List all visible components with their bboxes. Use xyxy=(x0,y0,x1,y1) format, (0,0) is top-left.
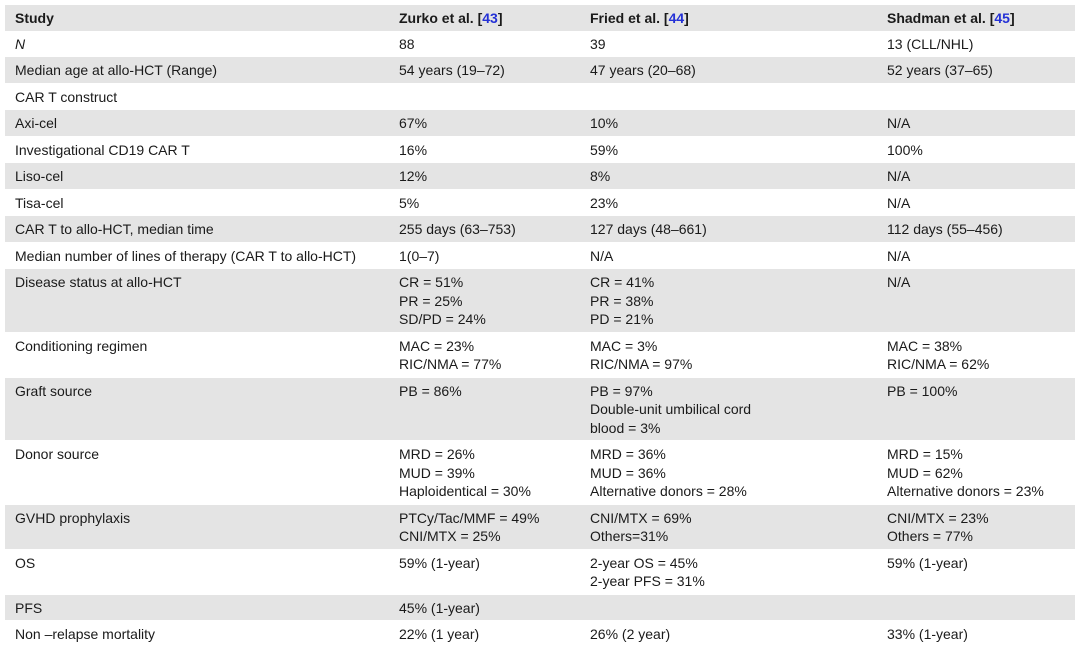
cell-line: PB = 100% xyxy=(887,382,958,399)
table-cell xyxy=(877,332,1075,377)
table-cell xyxy=(877,594,1075,621)
table-cell xyxy=(580,377,877,441)
row-label: OS xyxy=(5,549,389,594)
cell-line: 23% xyxy=(590,194,619,211)
row-label: Axi-cel xyxy=(5,110,389,137)
table-cell xyxy=(389,594,580,621)
cell-line: SD/PD = 24% xyxy=(399,311,486,327)
cell-line: MAC = 3% xyxy=(590,337,658,354)
row-label: CAR T to allo-HCT, median time xyxy=(5,216,389,243)
cell-line: 59% (1-year) xyxy=(887,554,968,571)
header-fried: Fried et al. [44] xyxy=(580,5,877,31)
row-label: GVHD prophylaxis xyxy=(5,504,389,549)
cell-line: 54 years (19–72) xyxy=(399,62,505,78)
row-label: Investigational CD19 CAR T xyxy=(5,136,389,163)
cell-line: 59% xyxy=(590,141,619,158)
cell-line: 8% xyxy=(590,168,611,184)
table-row xyxy=(5,216,1075,243)
cell-line: 5% xyxy=(399,194,420,211)
row-label: CAR T construct xyxy=(5,83,389,110)
cell-line: 39 xyxy=(590,35,606,52)
cell-line: RIC/NMA = 97% xyxy=(590,356,693,372)
table-cell xyxy=(877,242,1075,269)
table-row xyxy=(5,441,1075,505)
table-cell xyxy=(877,377,1075,441)
cell-line: CR = 41% xyxy=(590,274,655,290)
table-cell xyxy=(580,441,877,505)
cell-line: N/A xyxy=(887,194,911,211)
cell-line: PB = 97% xyxy=(590,382,653,399)
cell-line: 100% xyxy=(887,141,923,158)
row-label: Median age at allo-HCT (Range) xyxy=(5,57,389,84)
cell-line: PD = 21% xyxy=(590,311,654,327)
table-cell xyxy=(389,621,580,648)
table-cell xyxy=(877,504,1075,549)
cell-line: MUD = 39% xyxy=(399,464,475,481)
cell-line: 2-year OS = 45% xyxy=(590,554,698,571)
cell-line: 47 years (20–68) xyxy=(590,62,696,78)
row-label: Tisa-cel xyxy=(5,189,389,216)
table-body xyxy=(5,31,1075,648)
table-cell xyxy=(580,189,877,216)
cell-line: PTCy/Tac/MMF = 49% xyxy=(399,509,540,526)
cell-line: 255 days (63–753) xyxy=(399,221,516,237)
table-row xyxy=(5,332,1075,377)
table-cell xyxy=(877,216,1075,243)
table-cell xyxy=(580,136,877,163)
cell-line: CR = 51% xyxy=(399,274,464,290)
cell-line: N/A xyxy=(887,115,911,131)
table-cell xyxy=(389,216,580,243)
table-cell xyxy=(580,549,877,594)
cell-line: MRD = 36% xyxy=(590,446,666,462)
row-label: Disease status at allo-HCT xyxy=(5,269,389,333)
cell-line: Haploidentical = 30% xyxy=(399,483,531,499)
table-cell xyxy=(580,31,877,57)
cell-line: N/A xyxy=(887,274,911,290)
table-cell xyxy=(580,163,877,190)
table-cell xyxy=(580,269,877,333)
table-cell xyxy=(389,242,580,269)
row-label: Liso-cel xyxy=(5,163,389,190)
row-label: Non –relapse mortality xyxy=(5,621,389,648)
table-cell xyxy=(877,136,1075,163)
table-row xyxy=(5,110,1075,137)
table-cell xyxy=(877,269,1075,333)
cell-line: PR = 38% xyxy=(590,292,654,309)
table-row xyxy=(5,504,1075,549)
cell-line: RIC/NMA = 77% xyxy=(399,356,502,372)
cell-line: MAC = 38% xyxy=(887,337,963,354)
cell-line: MRD = 26% xyxy=(399,446,475,462)
cell-line: 26% (2 year) xyxy=(590,626,671,642)
reference-link[interactable]: 44 xyxy=(668,10,685,26)
table-cell xyxy=(877,549,1075,594)
table-cell xyxy=(389,504,580,549)
table-cell xyxy=(580,57,877,84)
table-cell xyxy=(877,31,1075,57)
cell-line: 45% (1-year) xyxy=(399,599,480,616)
cell-line: 52 years (37–65) xyxy=(887,62,993,78)
reference-link[interactable]: 43 xyxy=(482,10,498,26)
cell-line: 2-year PFS = 31% xyxy=(590,573,705,589)
table-row xyxy=(5,136,1075,163)
table-cell xyxy=(580,621,877,648)
cell-line: N/A xyxy=(887,168,911,184)
table-cell xyxy=(389,549,580,594)
cell-line: 13 (CLL/NHL) xyxy=(887,35,974,52)
row-label: Graft source xyxy=(5,377,389,441)
table-cell xyxy=(389,269,580,333)
table-cell xyxy=(877,57,1075,84)
table-row xyxy=(5,242,1075,269)
table-cell xyxy=(389,441,580,505)
table-row xyxy=(5,594,1075,621)
cell-line: N/A xyxy=(590,247,614,264)
table-cell xyxy=(877,163,1075,190)
row-label: Conditioning regimen xyxy=(5,332,389,377)
table-cell xyxy=(389,110,580,137)
cell-line: MUD = 36% xyxy=(590,464,666,481)
reference-link[interactable]: 45 xyxy=(994,10,1010,26)
table-cell xyxy=(877,83,1075,110)
cell-line: 33% (1-year) xyxy=(887,626,968,642)
table-row xyxy=(5,549,1075,594)
cell-line: CNI/MTX = 69% xyxy=(590,509,692,526)
cell-line: 88 xyxy=(399,35,415,52)
table-cell xyxy=(389,83,580,110)
table-cell xyxy=(389,189,580,216)
table-cell xyxy=(877,110,1075,137)
cell-line: 12% xyxy=(399,168,428,184)
table-cell xyxy=(389,57,580,84)
table-row xyxy=(5,163,1075,190)
table-cell xyxy=(877,189,1075,216)
table-cell xyxy=(389,163,580,190)
cell-line: MUD = 62% xyxy=(887,464,963,481)
table-row xyxy=(5,269,1075,333)
table-cell xyxy=(389,377,580,441)
cell-line: PB = 86% xyxy=(399,382,462,399)
row-label: N xyxy=(5,31,389,57)
table-cell xyxy=(389,332,580,377)
cell-line: 1(0–7) xyxy=(399,247,440,264)
cell-line: Others = 77% xyxy=(887,528,973,544)
study-comparison-table xyxy=(5,5,1075,648)
cell-line: PR = 25% xyxy=(399,292,463,309)
table-cell xyxy=(389,136,580,163)
table-cell xyxy=(877,621,1075,648)
cell-line: MRD = 15% xyxy=(887,446,963,462)
table-cell xyxy=(580,110,877,137)
cell-line: Alternative donors = 23% xyxy=(887,483,1044,499)
cell-line: blood = 3% xyxy=(590,419,661,436)
row-label: Median number of lines of therapy (CAR T to allo-HCT) xyxy=(5,242,389,269)
cell-line: Others=31% xyxy=(590,528,669,544)
cell-line: 16% xyxy=(399,141,428,158)
table-cell xyxy=(580,504,877,549)
cell-line: 22% (1 year) xyxy=(399,626,480,642)
table-cell xyxy=(580,216,877,243)
cell-line: Alternative donors = 28% xyxy=(590,483,747,499)
cell-line: Double-unit umbilical cord xyxy=(590,401,752,417)
table-row xyxy=(5,189,1075,216)
table-row xyxy=(5,83,1075,110)
table-row xyxy=(5,621,1075,648)
cell-line: RIC/NMA = 62% xyxy=(887,356,990,372)
header-study: Study xyxy=(5,5,389,31)
cell-line: 59% (1-year) xyxy=(399,554,480,571)
cell-line: 112 days (55–456) xyxy=(887,221,1003,237)
table-cell xyxy=(580,332,877,377)
header-zurko: Zurko et al. [43] xyxy=(389,5,580,31)
cell-line: 67% xyxy=(399,115,428,131)
table-cell xyxy=(580,83,877,110)
header-shadman: Shadman et al. [45] xyxy=(877,5,1075,31)
row-label: Donor source xyxy=(5,441,389,505)
cell-line: CNI/MTX = 25% xyxy=(399,528,501,544)
cell-line: CNI/MTX = 23% xyxy=(887,509,989,526)
table-cell xyxy=(389,31,580,57)
cell-line: MAC = 23% xyxy=(399,337,475,354)
table-cell xyxy=(580,242,877,269)
table-row xyxy=(5,57,1075,84)
table-cell xyxy=(877,441,1075,505)
cell-line: 10% xyxy=(590,115,619,131)
row-label: PFS xyxy=(5,594,389,621)
header-row xyxy=(5,5,1075,31)
table-row xyxy=(5,31,1075,57)
cell-line: 127 days (48–661) xyxy=(590,221,707,237)
cell-line: N/A xyxy=(887,247,911,264)
table-row xyxy=(5,377,1075,441)
table-cell xyxy=(580,594,877,621)
